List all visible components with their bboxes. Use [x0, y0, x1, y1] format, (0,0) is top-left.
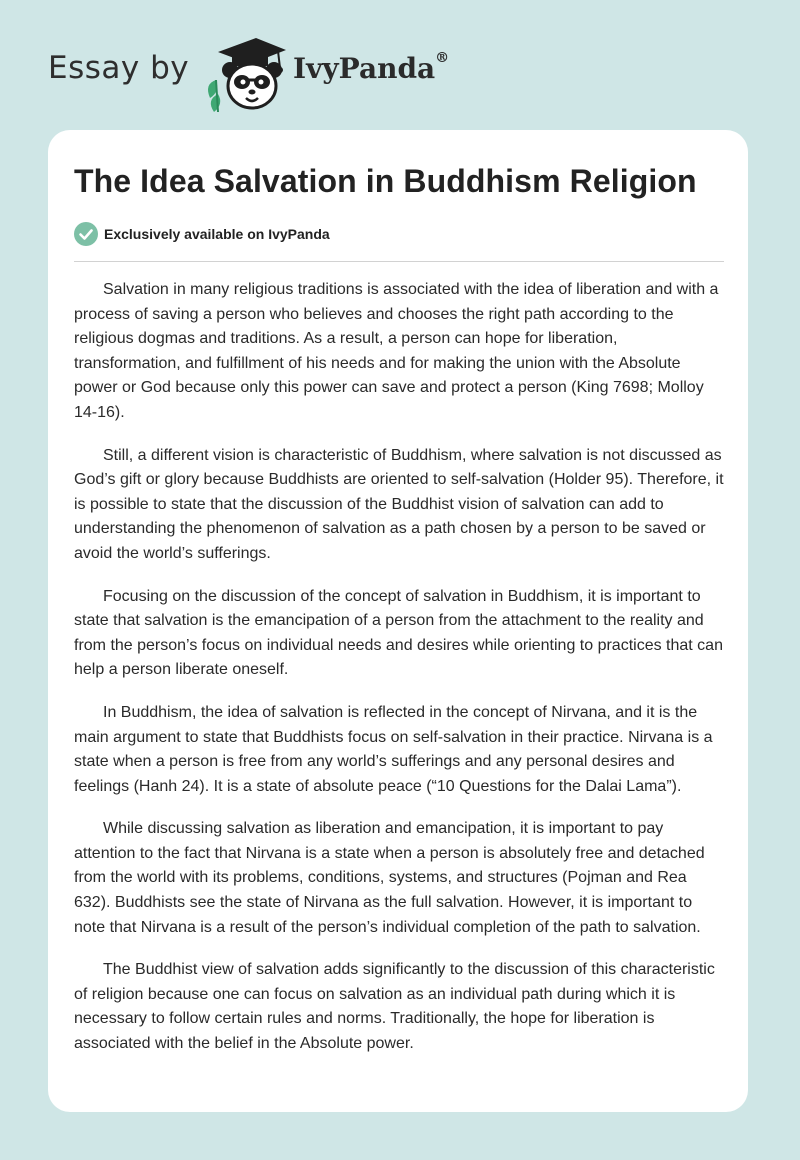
exclusive-badge-label: Exclusively available on IvyPanda	[104, 226, 330, 242]
brand-label: IvyPanda	[293, 52, 436, 85]
check-badge-icon	[74, 222, 98, 246]
paragraph: Salvation in many religious traditions is associated with the idea of liberation and with a process of saving a person who believes and chooses the right path according to the religious dogmas and traditions. As a result, a person can hope for liberation, transformation, and fulfillment of his needs and for making the union with the Absolute power or God because only this power can save and protect a person (King 7698; Molloy 14-16).	[74, 281, 719, 421]
brand-name[interactable]	[293, 49, 450, 85]
essay-body	[74, 278, 724, 1075]
panda-graduate-logo-icon[interactable]	[198, 34, 290, 114]
essay-card	[48, 130, 748, 1112]
registered-mark: ®	[435, 49, 450, 66]
paragraph: In Buddhism, the idea of salvation is reflected in the concept of Nirvana, and it is the main argument to state that Buddhists focus on self-salvation in their practice. Nirvana is a state when a person is free from any world’s sufferings and any personal desires and feelings (Hanh 24). It is a state of absolute peace (“10 Questions for the Dalai Lama”).	[74, 703, 713, 795]
paragraph: While discussing salvation as liberation and emancipation, it is important to pay attention to the fact that Nirvana is a state when a person is absolutely free and detached from the world with its problems, conditions, systems, and structures (Pojman and Rea 632). Buddhists see the state of Nirvana as the full salvation. However, it is important to note that Nirvana is a result of the person’s individual completion of the path to salvation.	[74, 820, 705, 936]
site-header	[48, 34, 748, 114]
title-divider	[74, 261, 724, 262]
paragraph: Focusing on the discussion of the concept of salvation in Buddhism, it is important to state that salvation is the emancipation of a person from the attachment to the reality and from the person’s focus on individual needs and desires while orienting to practices that can help a person liberate oneself.	[74, 587, 723, 679]
paragraph: Still, a different vision is characteristic of Buddhism, where salvation is not discussed as God’s gift or glory because Buddhists are oriented to self-salvation (Holder 95). Therefore, it is possible to state that the discussion of the Buddhist vision of salvation can add to understanding the phenomenon of salvation as a path chosen by a person to be saved or avoid the world’s sufferings.	[74, 446, 724, 562]
paragraph: The Buddhist view of salvation adds significantly to the discussion of this characteristic of religion because one can focus on salvation as an individual path during which it is necessary to follow certain rules and norms. Traditionally, the hope for liberation is associated with the belief in the Absolute power.	[74, 961, 715, 1053]
essay-by-label: Essay by	[48, 50, 190, 86]
page-title: The Idea Salvation in Buddhism Religion	[74, 163, 697, 199]
